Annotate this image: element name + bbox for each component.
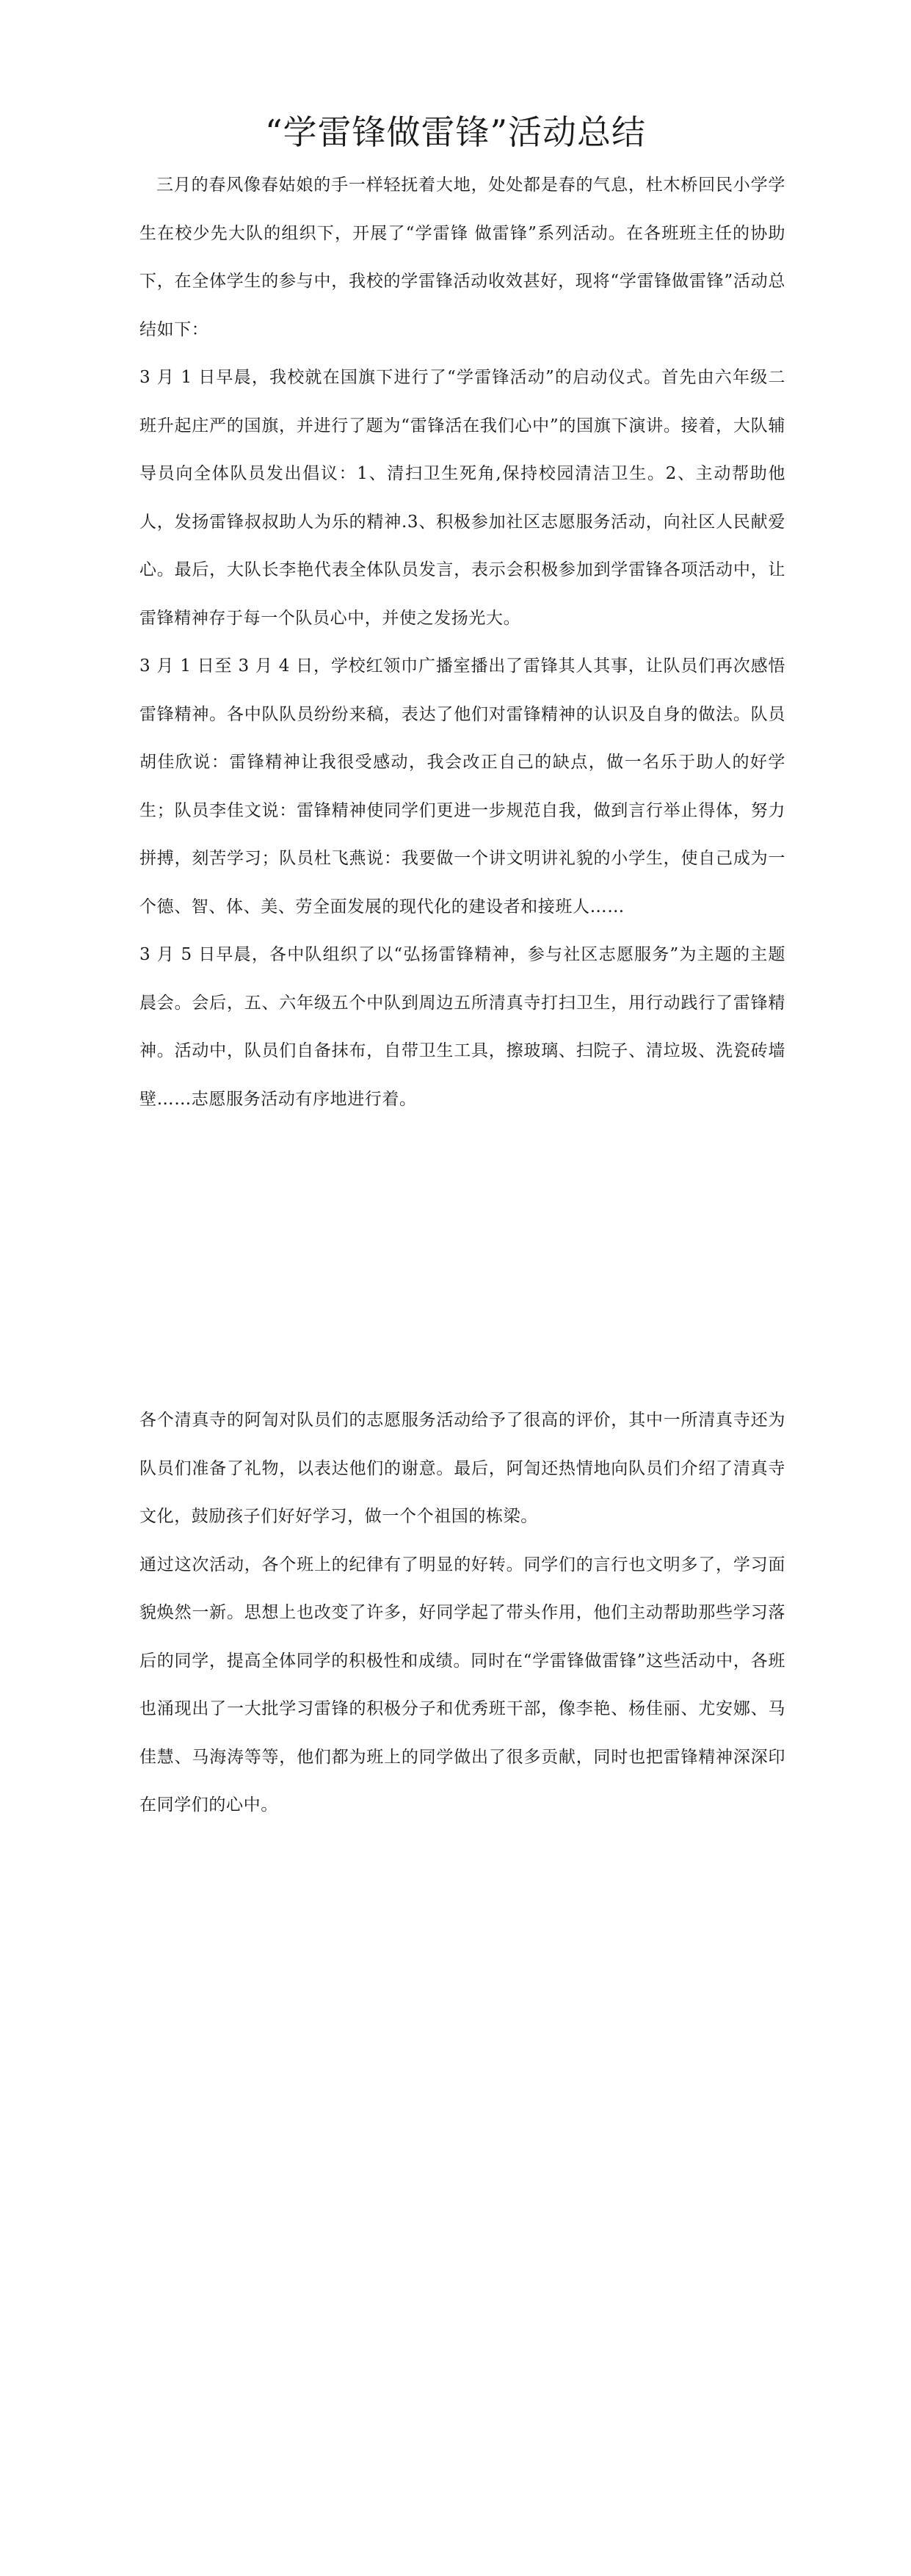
- paragraph-march-5: 3 月 5 日早晨，各中队组织了以“弘扬雷锋精神，参与社区志愿服务”为主题的主题晨会。会后，五、六年级五个中队到周边五所清真寺打扫卫生，用行动践行了雷锋精神。活动中，队员们自备抹布，自带卫生工具，擦玻璃、扫院子、清垃圾、洗瓷砖墙壁……志愿服务活动有序地进行着。: [139, 945, 785, 1109]
- paragraph-march-1-to-4: 3 月 1 日至 3 月 4 日，学校红领巾广播室播出了雷锋其人其事，让队员们再次感悟雷锋精神。各中队队员纷纷来稿，表达了他们对雷锋精神的认识及自身的做法。队员胡佳欣说：雷锋精神让我很受感动，我会改正自己的缺点，做一名乐于助人的好学生；队员李佳文说：雷锋精神使同学们更进一步规范自我，做到言行举止得体，努力拼搏，刻苦学习；队员杜飞燕说：我要做一个讲文明讲礼貌的小学生，使自己成为一个德、智、体、美、劳全面发展的现代化的建设者和接班人……: [139, 656, 785, 916]
- body-section-bottom: [139, 1397, 785, 1830]
- paragraph-march-1: 3 月 1 日早晨，我校就在国旗下进行了“学雷锋活动”的启动仪式。首先由六年级二班升起庄严的国旗，并进行了题为“雷锋活在我们心中”的国旗下演讲。接着，大队辅导员向全体队员发出倡议：1、清扫卫生死角,保持校园清洁卫生。2、主动帮助他人，发扬雷锋叔叔助人为乐的精神.3、积极参加社区志愿服务活动，向社区人民献爱心。最后，大队长李艳代表全体队员发言，表示会积极参加到学雷锋各项活动中，让雷锋精神存于每一个队员心中，并使之发扬光大。: [139, 368, 785, 628]
- paragraph-mosque-feedback: 各个清真寺的阿訇对队员们的志愿服务活动给予了很高的评价，其中一所清真寺还为队员们准备了礼物，以表达他们的谢意。最后，阿訇还热情地向队员们介绍了清真寺文化，鼓励孩子们好好学习，做一个个祖国的栋梁。: [139, 1411, 785, 1526]
- paragraph-intro: 三月的春风像春姑娘的手一样轻抚着大地，处处都是春的气息，杜木桥回民小学学生在校少先大队的组织下，开展了“学雷锋 做雷锋”系列活动。在各班班主任的协助下，在全体学生的参与中，我校的学雷锋活动收效甚好，现将“学雷锋做雷锋”活动总结如下：: [139, 176, 785, 339]
- document-title: “学雷锋做雷锋”活动总结: [264, 112, 647, 152]
- body-section-top: [139, 162, 785, 1124]
- paragraph-conclusion: 通过这次活动，各个班上的纪律有了明显的好转。同学们的言行也文明多了，学习面貌焕然一新。思想上也改变了许多，好同学起了带头作用，他们主动帮助那些学习落后的同学，提高全体同学的积极性和成绩。同时在“学雷锋做雷锋”这些活动中，各班也涌现出了一大批学习雷锋的积极分子和优秀班干部，像李艳、杨佳丽、尤安娜、马佳慧、马海涛等等，他们都为班上的同学做出了很多贡献，同时也把雷锋精神深深印在同学们的心中。: [139, 1555, 785, 1815]
